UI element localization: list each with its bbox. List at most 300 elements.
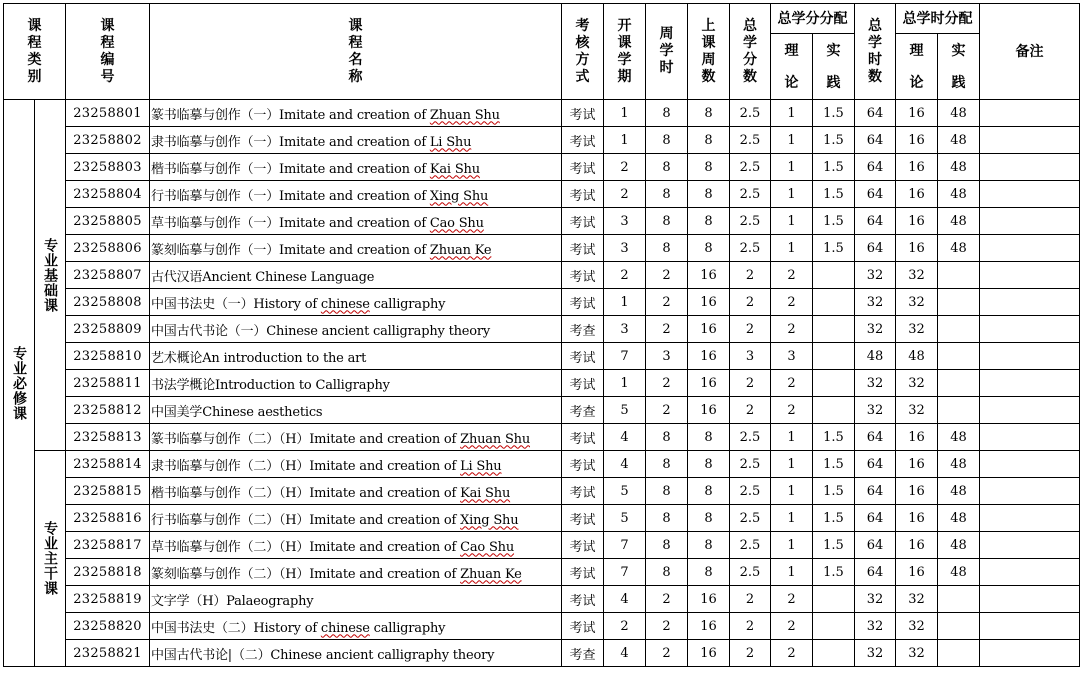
semester-cell: 3: [604, 316, 646, 343]
course-name-spellcheck: Cao Shu: [460, 539, 515, 555]
course-name-cn: 楷书临摹与创作（二）（H）: [151, 485, 310, 501]
course-code-cell: 23258819: [66, 586, 150, 613]
course-name-cell: [150, 559, 562, 586]
table-row: [4, 532, 1080, 559]
credits-cell: 2: [730, 289, 771, 316]
weeks-cell: 16: [688, 289, 730, 316]
hour-practice-cell: 48: [938, 478, 980, 505]
course-name-en: Imitate and creation of: [279, 242, 430, 258]
course-name-en: Imitate and creation of: [309, 458, 461, 474]
notes-cell: [980, 640, 1080, 667]
category-main-label: 专业必修课: [4, 100, 35, 667]
header-code: 课程编号: [66, 4, 150, 100]
course-name-spellcheck: chinese: [320, 620, 370, 636]
total-hours-cell: 64: [855, 127, 896, 154]
table-row: [4, 505, 1080, 532]
hour-theory-cell: 16: [896, 451, 938, 478]
weekly-hours-cell: 3: [646, 343, 688, 370]
credits-cell: 2: [730, 316, 771, 343]
course-name-en: Imitate and creation of: [279, 107, 430, 123]
semester-cell: 2: [604, 154, 646, 181]
course-name-cell: [150, 532, 562, 559]
credits-cell: 2.5: [730, 127, 771, 154]
credit-practice-cell: 1.5: [813, 505, 855, 532]
course-code-cell: 23258821: [66, 640, 150, 667]
credit-theory-cell: 2: [771, 262, 813, 289]
credit-theory-cell: 1: [771, 451, 813, 478]
credit-practice-cell: [813, 397, 855, 424]
hour-practice-cell: [938, 397, 980, 424]
course-name-en: Introduction to Calligraphy: [215, 377, 390, 393]
weekly-hours-cell: 2: [646, 586, 688, 613]
credit-theory-cell: 1: [771, 505, 813, 532]
exam-cell: 考试: [562, 559, 604, 586]
notes-cell: [980, 289, 1080, 316]
course-name-spellcheck: Xing Shu: [429, 188, 489, 204]
course-name-cell: [150, 154, 562, 181]
hour-practice-cell: [938, 316, 980, 343]
exam-cell: 考试: [562, 370, 604, 397]
semester-cell: 4: [604, 640, 646, 667]
header-name: 课程名称: [150, 4, 562, 100]
course-name-spellcheck: Li Shu: [460, 458, 502, 474]
course-name-cn: 文字学（H）: [151, 593, 227, 609]
weekly-hours-cell: 8: [646, 478, 688, 505]
total-hours-cell: 64: [855, 181, 896, 208]
course-name-cn: 楷书临摹与创作（一）: [151, 161, 280, 177]
credits-cell: 2.5: [730, 478, 771, 505]
header-credit-split: 总学分分配: [771, 4, 855, 34]
semester-cell: 2: [604, 181, 646, 208]
credit-theory-cell: 2: [771, 613, 813, 640]
table-row: [4, 262, 1080, 289]
course-code-cell: 23258803: [66, 154, 150, 181]
header-weekly-hours: 周学时: [646, 4, 688, 100]
exam-cell: 考试: [562, 478, 604, 505]
hour-practice-cell: 48: [938, 424, 980, 451]
hour-theory-cell: 16: [896, 154, 938, 181]
course-name-cn: 古代汉语: [151, 269, 203, 285]
hour-theory-cell: 32: [896, 640, 938, 667]
weeks-cell: 16: [688, 586, 730, 613]
credits-cell: 2.5: [730, 505, 771, 532]
table-row: [4, 613, 1080, 640]
exam-cell: 考试: [562, 181, 604, 208]
weeks-cell: 16: [688, 397, 730, 424]
course-name-cell: [150, 100, 562, 127]
course-name-cell: [150, 505, 562, 532]
header-credits: 总学分数: [730, 4, 771, 100]
hour-practice-cell: 48: [938, 127, 980, 154]
weeks-cell: 16: [688, 316, 730, 343]
weeks-cell: 8: [688, 532, 730, 559]
credits-cell: 2: [730, 613, 771, 640]
weeks-cell: 16: [688, 613, 730, 640]
hour-practice-cell: 48: [938, 532, 980, 559]
hour-theory-cell: 32: [896, 289, 938, 316]
semester-cell: 2: [604, 613, 646, 640]
total-hours-cell: 32: [855, 316, 896, 343]
credit-theory-cell: 1: [771, 478, 813, 505]
course-code-cell: 23258817: [66, 532, 150, 559]
table-row: [4, 100, 1080, 127]
table-row: [4, 316, 1080, 343]
weeks-cell: 8: [688, 235, 730, 262]
hour-practice-cell: [938, 586, 980, 613]
credit-practice-cell: 1.5: [813, 532, 855, 559]
hour-practice-cell: 48: [938, 208, 980, 235]
credit-practice-cell: 1.5: [813, 559, 855, 586]
course-name-cell: [150, 127, 562, 154]
hour-theory-cell: 16: [896, 478, 938, 505]
hour-theory-cell: 16: [896, 505, 938, 532]
course-name-spellcheck: Kai Shu: [460, 485, 511, 501]
weeks-cell: 16: [688, 262, 730, 289]
semester-cell: 4: [604, 586, 646, 613]
course-name-cn: 中国书法史（二）: [151, 620, 254, 636]
credits-cell: 2: [730, 586, 771, 613]
table-row: [4, 154, 1080, 181]
exam-cell: 考试: [562, 289, 604, 316]
notes-cell: [980, 208, 1080, 235]
hour-theory-cell: 16: [896, 235, 938, 262]
credits-cell: 2: [730, 397, 771, 424]
credit-theory-cell: 1: [771, 154, 813, 181]
course-name-cell: [150, 586, 562, 613]
course-table: [3, 3, 1080, 667]
hour-theory-cell: 16: [896, 424, 938, 451]
exam-cell: 考试: [562, 235, 604, 262]
notes-cell: [980, 559, 1080, 586]
credit-practice-cell: 1.5: [813, 478, 855, 505]
total-hours-cell: 64: [855, 532, 896, 559]
total-hours-cell: 64: [855, 208, 896, 235]
course-name-cn: 行书临摹与创作（一）: [151, 188, 280, 204]
notes-cell: [980, 316, 1080, 343]
weekly-hours-cell: 8: [646, 451, 688, 478]
course-code-cell: 23258809: [66, 316, 150, 343]
credit-theory-cell: 2: [771, 316, 813, 343]
weekly-hours-cell: 2: [646, 262, 688, 289]
course-code-cell: 23258801: [66, 100, 150, 127]
course-name-en: Imitate and creation of: [309, 512, 461, 528]
course-name-cell: [150, 424, 562, 451]
hour-practice-cell: [938, 343, 980, 370]
course-name-tail: calligraphy: [369, 620, 446, 636]
weeks-cell: 8: [688, 100, 730, 127]
course-name-cell: [150, 208, 562, 235]
course-code-cell: 23258820: [66, 613, 150, 640]
notes-cell: [980, 424, 1080, 451]
exam-cell: 考试: [562, 208, 604, 235]
header-notes: 备注: [980, 4, 1080, 100]
header-credit-theory: 理论: [771, 34, 813, 100]
hour-practice-cell: [938, 640, 980, 667]
hour-theory-cell: 32: [896, 397, 938, 424]
weeks-cell: 8: [688, 451, 730, 478]
weeks-cell: 16: [688, 343, 730, 370]
credit-theory-cell: 2: [771, 370, 813, 397]
credit-practice-cell: [813, 613, 855, 640]
header-hour-theory: 理论: [896, 34, 938, 100]
total-hours-cell: 64: [855, 154, 896, 181]
exam-cell: 考试: [562, 100, 604, 127]
table-row: [4, 208, 1080, 235]
semester-cell: 4: [604, 451, 646, 478]
notes-cell: [980, 613, 1080, 640]
table-row: [4, 370, 1080, 397]
course-name-spellcheck: Li Shu: [429, 134, 472, 150]
table-row: [4, 235, 1080, 262]
credit-practice-cell: [813, 343, 855, 370]
hour-practice-cell: [938, 262, 980, 289]
weekly-hours-cell: 8: [646, 505, 688, 532]
hour-theory-cell: 16: [896, 208, 938, 235]
total-hours-cell: 64: [855, 235, 896, 262]
course-name-en: An introduction to the art: [202, 350, 367, 366]
credits-cell: 2: [730, 640, 771, 667]
total-hours-cell: 64: [855, 424, 896, 451]
course-name-cn: 篆书临摹与创作（二）（H）: [151, 431, 310, 447]
total-hours-cell: 64: [855, 451, 896, 478]
notes-cell: [980, 343, 1080, 370]
weeks-cell: 8: [688, 208, 730, 235]
table-row: [4, 289, 1080, 316]
total-hours-cell: 64: [855, 100, 896, 127]
header-semester: 开课学期: [604, 4, 646, 100]
course-code-cell: 23258810: [66, 343, 150, 370]
credits-cell: 3: [730, 343, 771, 370]
credit-practice-cell: [813, 262, 855, 289]
weekly-hours-cell: 2: [646, 370, 688, 397]
semester-cell: 5: [604, 505, 646, 532]
weeks-cell: 8: [688, 559, 730, 586]
course-name-en: Ancient Chinese Language: [202, 269, 375, 285]
exam-cell: 考试: [562, 451, 604, 478]
course-name-cell: [150, 289, 562, 316]
course-name-cell: [150, 451, 562, 478]
course-name-cell: [150, 640, 562, 667]
hour-theory-cell: 32: [896, 370, 938, 397]
total-hours-cell: 32: [855, 613, 896, 640]
credits-cell: 2: [730, 370, 771, 397]
category-group1-label: 专业基础课: [35, 100, 66, 451]
table-row: [4, 478, 1080, 505]
credits-cell: 2.5: [730, 208, 771, 235]
weekly-hours-cell: 8: [646, 154, 688, 181]
credit-practice-cell: 1.5: [813, 424, 855, 451]
semester-cell: 7: [604, 532, 646, 559]
credits-cell: 2.5: [730, 181, 771, 208]
credit-practice-cell: [813, 289, 855, 316]
course-name-cn: 篆刻临摹与创作（二）（H）: [151, 566, 310, 582]
header-hour-split: 总学时分配: [896, 4, 980, 34]
weekly-hours-cell: 8: [646, 559, 688, 586]
total-hours-cell: 32: [855, 397, 896, 424]
notes-cell: [980, 370, 1080, 397]
credit-theory-cell: 1: [771, 181, 813, 208]
credit-theory-cell: 1: [771, 424, 813, 451]
total-hours-cell: 32: [855, 640, 896, 667]
course-name-en: History of: [253, 296, 321, 312]
course-name-en: Imitate and creation of: [279, 215, 430, 231]
course-name-cn: 书法学概论: [151, 377, 216, 393]
course-name-cn: 中国古代书论|（二）: [151, 647, 271, 663]
weekly-hours-cell: 8: [646, 181, 688, 208]
table-body: [4, 100, 1080, 667]
weekly-hours-cell: 8: [646, 100, 688, 127]
course-name-cn: 隶书临摹与创作（一）: [151, 134, 280, 150]
notes-cell: [980, 100, 1080, 127]
semester-cell: 5: [604, 478, 646, 505]
exam-cell: 考试: [562, 154, 604, 181]
semester-cell: 7: [604, 343, 646, 370]
course-code-cell: 23258802: [66, 127, 150, 154]
notes-cell: [980, 505, 1080, 532]
semester-cell: 1: [604, 127, 646, 154]
course-code-cell: 23258815: [66, 478, 150, 505]
course-code-cell: 23258807: [66, 262, 150, 289]
credit-theory-cell: 1: [771, 127, 813, 154]
notes-cell: [980, 478, 1080, 505]
course-name-en: Imitate and creation of: [279, 188, 430, 204]
course-name-cn: 中国书法史（一）: [151, 296, 254, 312]
weekly-hours-cell: 8: [646, 208, 688, 235]
course-name-cn: 篆刻临摹与创作（一）: [151, 242, 280, 258]
course-name-en: History of: [253, 620, 321, 636]
header-category: 课程类别: [4, 4, 66, 100]
credit-theory-cell: 3: [771, 343, 813, 370]
semester-cell: 2: [604, 262, 646, 289]
course-name-spellcheck: Zhuan Ke: [460, 566, 522, 582]
credit-theory-cell: 1: [771, 208, 813, 235]
table-row: [4, 397, 1080, 424]
credits-cell: 2.5: [730, 100, 771, 127]
semester-cell: 1: [604, 370, 646, 397]
table-row: [4, 586, 1080, 613]
hour-practice-cell: [938, 613, 980, 640]
header-exam: 考核方式: [562, 4, 604, 100]
course-name-en: Imitate and creation of: [279, 134, 430, 150]
notes-cell: [980, 532, 1080, 559]
course-name-cell: [150, 181, 562, 208]
weekly-hours-cell: 2: [646, 613, 688, 640]
course-name-cell: [150, 235, 562, 262]
credits-cell: 2.5: [730, 532, 771, 559]
exam-cell: 考试: [562, 613, 604, 640]
course-name-en: Imitate and creation of: [309, 431, 461, 447]
course-name-en: Imitate and creation of: [309, 539, 461, 555]
exam-cell: 考试: [562, 127, 604, 154]
semester-cell: 3: [604, 208, 646, 235]
course-name-spellcheck: Cao Shu: [429, 215, 484, 231]
hour-practice-cell: 48: [938, 451, 980, 478]
credit-practice-cell: 1.5: [813, 100, 855, 127]
credits-cell: 2.5: [730, 154, 771, 181]
credit-practice-cell: [813, 370, 855, 397]
total-hours-cell: 32: [855, 586, 896, 613]
weeks-cell: 16: [688, 640, 730, 667]
notes-cell: [980, 127, 1080, 154]
credit-practice-cell: 1.5: [813, 154, 855, 181]
total-hours-cell: 64: [855, 478, 896, 505]
credits-cell: 2.5: [730, 559, 771, 586]
weeks-cell: 16: [688, 370, 730, 397]
exam-cell: 考试: [562, 262, 604, 289]
total-hours-cell: 32: [855, 262, 896, 289]
hour-theory-cell: 32: [896, 316, 938, 343]
course-name-tail: calligraphy: [369, 296, 446, 312]
course-name-cell: [150, 397, 562, 424]
credit-practice-cell: 1.5: [813, 127, 855, 154]
course-code-cell: 23258805: [66, 208, 150, 235]
notes-cell: [980, 586, 1080, 613]
semester-cell: 7: [604, 559, 646, 586]
header-weeks: 上课周数: [688, 4, 730, 100]
header-credit-practice: 实践: [813, 34, 855, 100]
hour-theory-cell: 32: [896, 262, 938, 289]
hour-practice-cell: 48: [938, 235, 980, 262]
course-name-cn: 隶书临摹与创作（二）（H）: [151, 458, 310, 474]
table-row: [4, 127, 1080, 154]
course-name-cn: 篆书临摹与创作（一）: [151, 107, 280, 123]
credits-cell: 2.5: [730, 424, 771, 451]
course-name-cell: [150, 262, 562, 289]
exam-cell: 考查: [562, 397, 604, 424]
notes-cell: [980, 154, 1080, 181]
credit-theory-cell: 1: [771, 559, 813, 586]
weeks-cell: 8: [688, 181, 730, 208]
course-name-spellcheck: Kai Shu: [429, 161, 480, 177]
course-name-cn: 行书临摹与创作（二）（H）: [151, 512, 310, 528]
hour-theory-cell: 32: [896, 613, 938, 640]
total-hours-cell: 64: [855, 505, 896, 532]
weekly-hours-cell: 8: [646, 532, 688, 559]
total-hours-cell: 32: [855, 289, 896, 316]
table-row: [4, 451, 1080, 478]
total-hours-cell: 64: [855, 559, 896, 586]
notes-cell: [980, 235, 1080, 262]
total-hours-cell: 48: [855, 343, 896, 370]
course-name-spellcheck: Zhuan Shu: [429, 107, 500, 123]
hour-practice-cell: 48: [938, 559, 980, 586]
course-name-spellcheck: Zhuan Ke: [429, 242, 492, 258]
table-row: [4, 424, 1080, 451]
hour-theory-cell: 16: [896, 181, 938, 208]
weeks-cell: 8: [688, 127, 730, 154]
weekly-hours-cell: 2: [646, 397, 688, 424]
total-hours-cell: 32: [855, 370, 896, 397]
course-name-cn: 艺术概论: [151, 350, 203, 366]
credits-cell: 2.5: [730, 451, 771, 478]
credits-cell: 2: [730, 262, 771, 289]
credit-theory-cell: 1: [771, 235, 813, 262]
header-hour-practice: 实践: [938, 34, 980, 100]
course-name-cell: [150, 316, 562, 343]
hour-practice-cell: 48: [938, 100, 980, 127]
exam-cell: 考试: [562, 532, 604, 559]
exam-cell: 考试: [562, 343, 604, 370]
semester-cell: 1: [604, 100, 646, 127]
credit-practice-cell: [813, 586, 855, 613]
credit-theory-cell: 2: [771, 640, 813, 667]
exam-cell: 考试: [562, 505, 604, 532]
table-header: [4, 4, 1080, 100]
course-name-cn: 中国美学: [151, 404, 203, 420]
course-name-cell: [150, 343, 562, 370]
category-group2-label: 专业主干课: [35, 451, 66, 667]
course-code-cell: 23258811: [66, 370, 150, 397]
